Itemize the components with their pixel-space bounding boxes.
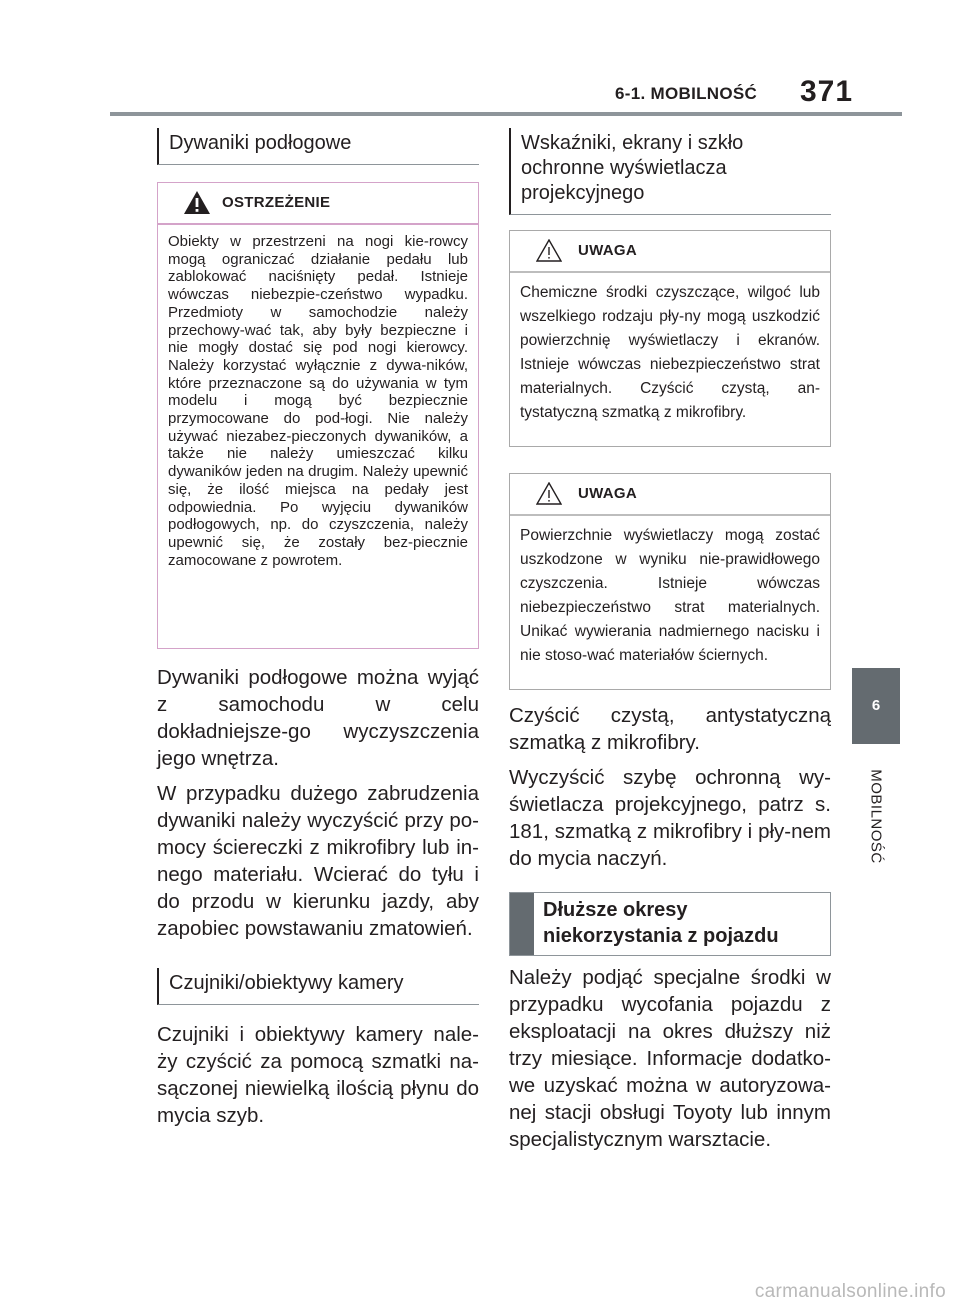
- paragraph-sensors: Czujniki i obiektywy kamery nale-ży czyścić za pomocą szmatki na-sączonej niewielką ilością płynu do mycia szyb.: [157, 1023, 479, 1127]
- paragraph-clean-displays: Czyścić czystą, antystatyczną szmatką z mikrofibry.: [509, 704, 831, 754]
- warning-box: [157, 182, 479, 649]
- subheading-sensors: Czujniki/obiektywy kamery: [157, 968, 479, 1005]
- warning-triangle-outline-icon: [536, 239, 562, 262]
- paragraph-floor-mats-remove: Dywaniki podłogowe można wyjąć z samochodu w celu dokładniejsze-go wyczyszczenia jego wnętrza.: [157, 666, 479, 770]
- paragraph-floor-mats-clean: W przypadku dużego zabrudzenia dywaniki należy wyczyścić przy po-mocy ściereczki z mikrofibry lub in-nego materiału. Wcierać do tyłu i do przodu w kierunku jazdy, aby zapobiec powstawaniu zmatowień.: [157, 782, 479, 940]
- header-rule: [110, 112, 902, 116]
- warning-triangle-filled-icon: [184, 191, 210, 214]
- left-column: [157, 128, 479, 1129]
- warning-divider: [158, 223, 478, 225]
- subheading-displays: Wskaźniki, ekrany i szkło ochronne wyświetlacza projekcyjnego: [509, 128, 831, 215]
- caution-text-1: Chemiczne środki czyszczące, wilgoć lub wszelkiego rodzaju pły-ny mogą uszkodzić powierzchnię wyświetlaczy i ekranów. Istnieje wówczas niebezpieczeństwo strat materialnych. Czyścić czystą, an-tystatyczną szmatką z mikrofibry.: [520, 284, 820, 421]
- caution-box-2: [509, 473, 831, 690]
- warning-header: [168, 183, 468, 223]
- caution-label-1: UWAGA: [578, 242, 637, 259]
- caution-header-1: [520, 231, 820, 271]
- caution-box-1: [509, 230, 831, 447]
- caution-label-2: UWAGA: [578, 485, 637, 502]
- caution-text-2: Powierzchnie wyświetlaczy mogą zostać uszkodzone w wyniku nie-prawidłowego czyszczenia. Istnieje wówczas niebezpieczeństwo strat materialnych. Unikać wywierania nadmiernego nacisku i nie stoso-wać materiałów ściernych.: [520, 527, 820, 664]
- subheading-floor-mats: Dywaniki podłogowe: [157, 128, 479, 165]
- caution-divider-1: [510, 271, 830, 273]
- caution-divider-2: [510, 514, 830, 516]
- subheading-bar: [510, 893, 534, 955]
- warning-text: Obiekty w przestrzeni na nogi kie-rowcy mogą ograniczać działanie pedału lub zablokować naciśnięty pedał. Istnieje wówczas niebezpie-czeństwo wypadku. Przedmioty w samochodzie należy przechowy-wać tak, aby były bezpieczne i nie mogły dostać się pod nogi kierowcy. Należy korzystać wyłącznie z dywa-ników, które przeznaczone są do używania w tym modelu i mogą być bezpiecznie przymocowane do pod-łogi. Nie należy używać niezabez-pieczonych dywaników, a także nie należy umieszczać kilku dywaników jeden na drugim. Należy upewnić się, że ilość miejsca na pedały jest odpowiednia. Po wyjęciu dywaników podłogowych, np. do czyszczenia, należy upewnić się, że zostały bez-piecznie zamocowane z powrotem.: [168, 233, 468, 569]
- paragraph-clean-hud: Wyczyścić szybę ochronną wy-świetlacza projekcyjnego, patrz s. 181, szmatką z mikrofibry i pły-nem do mycia naczyń.: [509, 766, 831, 870]
- paragraph-long-storage: Należy podjąć specjalne środki w przypadku wycofania pojazdu z eksploatacji na okres dłuższy niż trzy miesiące. Informacje dodatko-we uzyskać można w autoryzowa-nej stacji obsługi Toyoty lub innym specjalistycznym warsztacie.: [509, 966, 831, 1151]
- chapter-tab[interactable]: 6: [852, 668, 900, 744]
- caution-header-2: [520, 474, 820, 514]
- page-number: 371: [800, 75, 854, 108]
- warning-triangle-outline-icon: [536, 482, 562, 505]
- chapter-label: MOBILNOŚĆ: [867, 769, 885, 864]
- watermark: carmanualsonline.info: [754, 1281, 946, 1302]
- right-column: [509, 128, 831, 1153]
- subheading-long-storage: [509, 892, 831, 956]
- section-title: 6-1. MOBILNOŚĆ: [615, 84, 758, 103]
- warning-label: OSTRZEŻENIE: [222, 194, 331, 211]
- subheading-long-storage-text: Dłuższe okresy niekorzystania z pojazdu: [543, 899, 779, 947]
